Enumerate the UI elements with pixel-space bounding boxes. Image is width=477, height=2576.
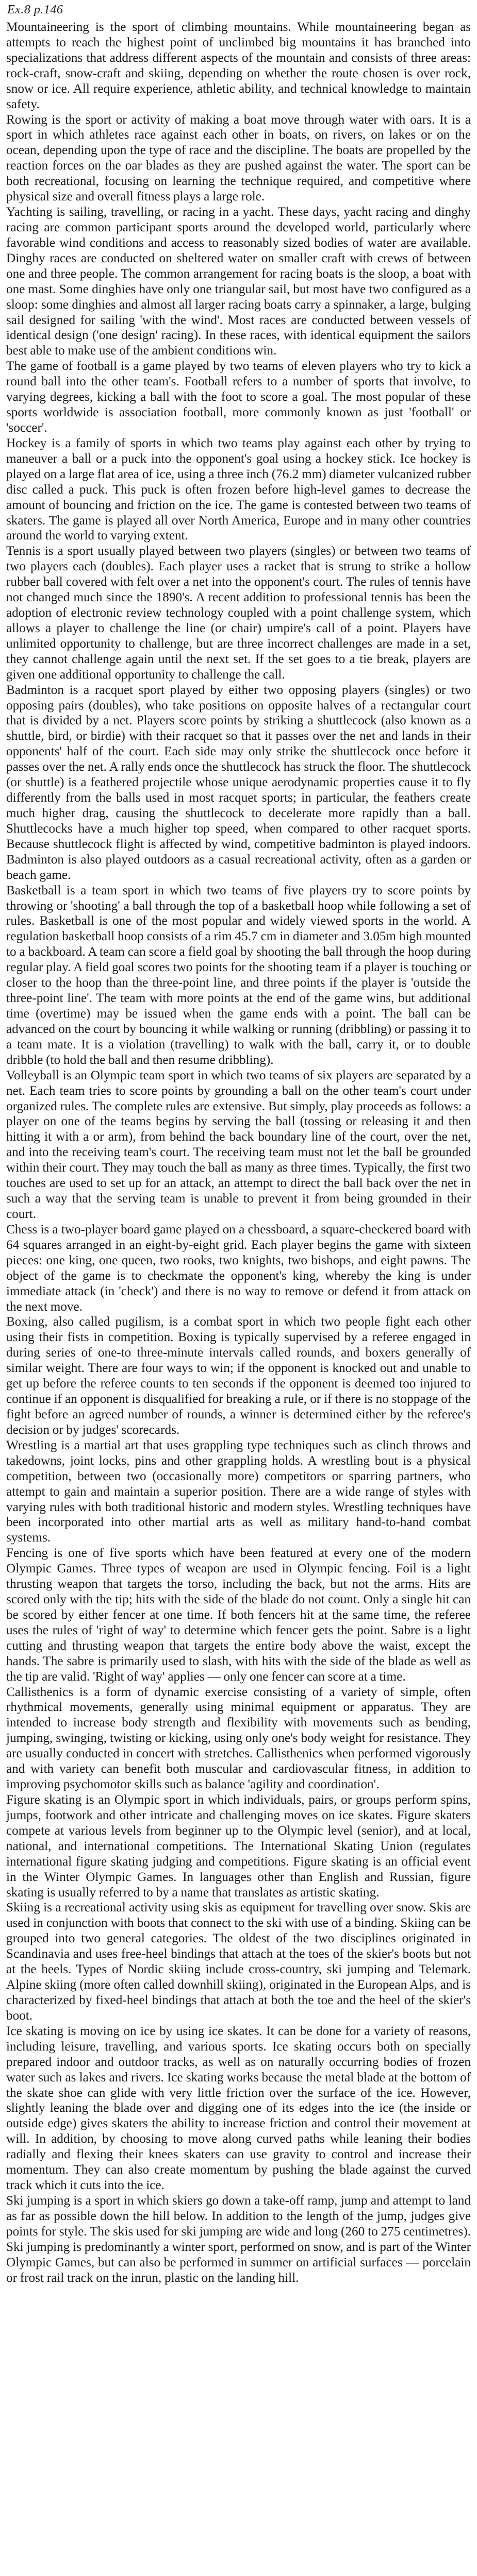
paragraph-callisthenics: Callisthenics is a form of dynamic exercise consisting of a variety of simple, often rhythmical movements, generally using minimal equipment or apparatus. They are intended to increase body strength and flexibility with movements such as bending, jumping, swinging, twisting or kicking, using only one's body weight for resistance. They are usually conducted in concert with stretches. Callisthenics when performed vigorously and with variety can benefit both muscular and cardiovascular fitness, in addition to improving psychomotor skills such as balance 'agility and coordination'. bbox=[6, 1685, 471, 1792]
paragraph-wrestling: Wrestling is a martial art that uses grappling type techniques such as clinch throws and takedowns, joint locks, pins and other grappling holds. A wrestling bout is a physical competition, between two (occasionally more) competitors or sparring partners, who attempt to gain and maintain a superior position. There are a wide range of styles with varying rules with both traditional historic and modern styles. Wrestling techniques have been incorporated into other martial arts as well as military hand-to-hand combat systems. bbox=[6, 1438, 471, 1545]
paragraph-figure-skating: Figure skating is an Olympic sport in which individuals, pairs, or groups perform spins, jumps, footwork and other intricate and challenging moves on ice skates. Figure skaters compete at various levels from beginner up to the Olympic level (senior), and at local, national, and international competitions. The International Skating Union (regulates international figure skating judging and competitions. Figure skating is an official event in the Winter Olympic Games. In languages other than English and Russian, figure skating is usually referred to by a name that translates as artistic skating. bbox=[6, 1793, 471, 1900]
paragraph-chess: Chess is a two-player board game played on a chessboard, a square-checkered board with 64 squares arranged in an eight-by-eight grid. Each player begins the game with sixteen pieces: one king, one queen, two rooks, two knights, two bishops, and eight pawns. The object of the game is to checkmate the opponent's king, whereby the king is under immediate attack (in 'check') and there is no way to remove or defend it from attack on the next move. bbox=[6, 1222, 471, 1314]
paragraph-boxing: Boxing, also called pugilism, is a combat sport in which two people fight each other using their fists in competition. Boxing is typically supervised by a referee engaged in during series of one-to three-minute intervals called rounds, and boxers generally of similar weight. There are four ways to win; if the opponent is knocked out and unable to get up before the referee counts to ten seconds if the opponent is deemed too injured to continue if an opponent is disqualified for breaking a rule, or if there is no stoppage of the fight before an agreed number of rounds, a winner is determined either by the referee's decision or by judges' scorecards. bbox=[6, 1315, 471, 1437]
paragraph-ice-skating: Ice skating is moving on ice by using ice skates. It can be done for a variety of reasons, including leisure, travelling, and various sports. Ice skating occurs both on specially prepared indoor and outdoor tracks, as well as on naturally occurring bodies of frozen water such as lakes and rivers. Ice skating works because the metal blade at the bottom of the skate shoe can glide with very little friction over the surface of the ice. However, slightly leaning the blade over and digging one of its edges into the ice (the inside or outside edge) gives skaters the ability to increase friction and control their movement at will. In addition, by choosing to move along curved paths while leaning their bodies radially and flexing their knees skaters can use gravity to control and increase their momentum. They can also create momentum by pushing the blade against the curved track which it cuts into the ice. bbox=[6, 2024, 471, 2193]
text-body bbox=[6, 20, 471, 2286]
paragraph-ski-jumping: Ski jumping is a sport in which skiers go down a take-off ramp, jump and attempt to land as far as possible down the hill below. In addition to the length of the jump, judges give points for style. The skis used for ski jumping are wide and long (260 to 275 centimetres). Ski jumping is predominantly a winter sport, performed on snow, and is part of the Winter Olympic Games, but can also be performed in summer on artificial surfaces — porcelain or frost rail track on the inrun, plastic on the landing hill. bbox=[6, 2193, 471, 2285]
paragraph-badminton: Badminton is a racquet sport played by either two opposing players (singles) or two opposing pairs (doubles), who take positions on opposite halves of a rectangular court that is divided by a net. Players score points by striking a shuttlecock (also known as a shuttle, bird, or birdie) with their racquet so that it passes over the net and lands in their opponents' half of the court. Each side may only strike the shuttlecock once before it passes over the net. A rally ends once the shuttlecock has struck the floor. The shuttlecock (or shuttle) is a feathered projectile whose unique aerodynamic properties cause it to fly differently from the balls used in most racquet sports; in particular, the feathers create much higher drag, causing the shuttlecock to decelerate more rapidly than a ball. Shuttlecocks have a much higher top speed, when compared to other racquet sports. Because shuttlecock flight is affected by wind, competitive badminton is played indoors. Badminton is also played outdoors as a casual recreational activity, often as a garden or beach game. bbox=[6, 683, 471, 882]
page-reference: Ex.8 p.146 bbox=[7, 3, 63, 16]
paragraph-mountaineering: Mountaineering is the sport of climbing mountains. While mountaineering began as attempts to reach the highest point of unclimbed big mountains it has branched into specializations that address different aspects of the mountain and consists of three areas: rock-craft, snow-craft and skiing, depending on whether the route chosen is over rock, snow or ice. All require experience, athletic ability, and technical knowledge to maintain safety. bbox=[6, 20, 471, 111]
paragraph-football: The game of football is a game played by two teams of eleven players who try to kick a round ball into the other team's. Football refers to a number of sports that involve, to varying degrees, kicking a ball with the foot to score a goal. The most popular of these sports worldwide is association football, more commonly known as just 'football' or 'soccer'. bbox=[6, 359, 471, 435]
paragraph-skiing: Skiing is a recreational activity using skis as equipment for travelling over snow. Skis are used in conjunction with boots that connect to the ski with use of a binding. Skiing can be grouped into two general categories. The oldest of the two disciplines originated in Scandinavia and uses free-heel bindings that attach at the toes of the skier's boots but not at the heels. Types of Nordic skiing include cross-country, ski jumping and Telemark. Alpine skiing (more often called downhill skiing), originated in the European Alps, and is characterized by fixed-heel bindings that attach at both the toe and the heel of the skier's boot. bbox=[6, 1901, 471, 2023]
paragraph-yachting: Yachting is sailing, travelling, or racing in a yacht. These days, yacht racing and dinghy racing are common participant sports around the developed world, particularly where favorable wind conditions and access to reasonably sized bodies of water are available. Dinghy races are conducted on sheltered water on smaller craft with crews of between one and three people. The common arrangement for racing boats is the sloop, a boat with one mast. Some dinghies have only one triangular sail, but most have two configured as a sloop: some dinghies and almost all larger racing boats carry a spinnaker, a large, bulging sail designed for sailing 'with the wind'. Most races are conducted between vessels of identical design ('one design' racing). In these races, with identical equipment the sailors best able to make use of the ambient conditions win. bbox=[6, 205, 471, 358]
paragraph-rowing: Rowing is the sport or activity of making a boat move through water with oars. It is a sport in which athletes race against each other in boats, on rivers, on lakes or on the ocean, depending upon the type of race and the discipline. The boats are propelled by the reaction forces on the oar blades as they are pushed against the water. The sport can be both recreational, focusing on learning the technique required, and competitive where physical size and overall fitness plays a large role. bbox=[6, 112, 471, 204]
paragraph-volleyball: Volleyball is an Olympic team sport in which two teams of six players are separated by a net. Each team tries to score points by grounding a ball on the other team's court under organized rules. The complete rules are extensive. But simply, play proceeds as follows: a player on one of the teams begins by serving the ball (tossing or releasing it and then hitting it with a or arm), from behind the back boundary line of the court, over the net, and into the receiving team's court. The receiving team must not let the ball be grounded within their court. They may touch the ball as many as three times. Typically, the first two touches are used to set up for an attack, an attempt to direct the ball back over the net in such a way that the serving team is unable to prevent it from being grounded in their court. bbox=[6, 1068, 471, 1221]
paragraph-hockey: Hockey is a family of sports in which two teams play against each other by trying to maneuver a ball or a puck into the opponent's goal using a hockey stick. Ice hockey is played on a large flat area of ice, using a three inch (76.2 mm) diameter vulcanized rubber disc called a puck. This puck is often frozen before high-level games to decrease the amount of bouncing and friction on the ice. The game is contested between two teams of skaters. The game is played all over North America, Europe and in many other countries around the world to varying extent. bbox=[6, 436, 471, 543]
paragraph-fencing: Fencing is one of five sports which have been featured at every one of the modern Olympic Games. Three types of weapon are used in Olympic fencing. Foil is a light thrusting weapon that targets the torso, including the back, but not the arms. Hits are scored only with the tip; hits with the side of the blade do not count. Only a single hit can be scored by either fencer at one time. If both fencers hit at the same time, the referee uses the rules of 'right of way' to determine which fencer gets the point. Sabre is a light cutting and thrusting weapon that targets the entire body above the waist, except the hands. The sabre is primarily used to slash, with hits with the side of the blade as well as the tip are valid. 'Right of way' applies — only one fencer can score at a time. bbox=[6, 1546, 471, 1684]
paragraph-tennis: Tennis is a sport usually played between two players (singles) or between two teams of two players each (doubles). Each player uses a racket that is strung to strike a hollow rubber ball covered with felt over a net into the opponent's court. The rules of tennis have not changed much since the 1890's. A recent addition to professional tennis has been the adoption of electronic review technology coupled with a point challenge system, which allows a player to challenge the line (or chair) umpire's call of a point. Players have unlimited opportunity to challenge, but are three incorrect challenges are made in a set, they cannot challenge again until the next set. If the set goes to a tie break, players are given one additional opportunity to challenge the call. bbox=[6, 544, 471, 682]
paragraph-basketball: Basketball is a team sport in which two teams of five players try to score points by throwing or 'shooting' a ball through the top of a basketball hoop while following a set of rules. Basketball is one of the most popular and widely viewed sports in the world. A regulation basketball hoop consists of a rim 45.7 cm in diameter and 3.05m high mounted to a backboard. A team can score a field goal by shooting the ball through the hoop during regular play. A field goal scores two points for the shooting team if a player is touching or closer to the hoop than the three-point line, and three points if the player is 'outside the three-point line'. The team with more points at the end of the game wins, but additional time (overtime) may be issued when the game ends with a point. The ball can be advanced on the court by bouncing it while walking or running (dribbling) or passing it to a team mate. It is a violation (travelling) to walk with the ball, carry it, or to double dribble (to hold the ball and then resume dribbling). bbox=[6, 883, 471, 1067]
